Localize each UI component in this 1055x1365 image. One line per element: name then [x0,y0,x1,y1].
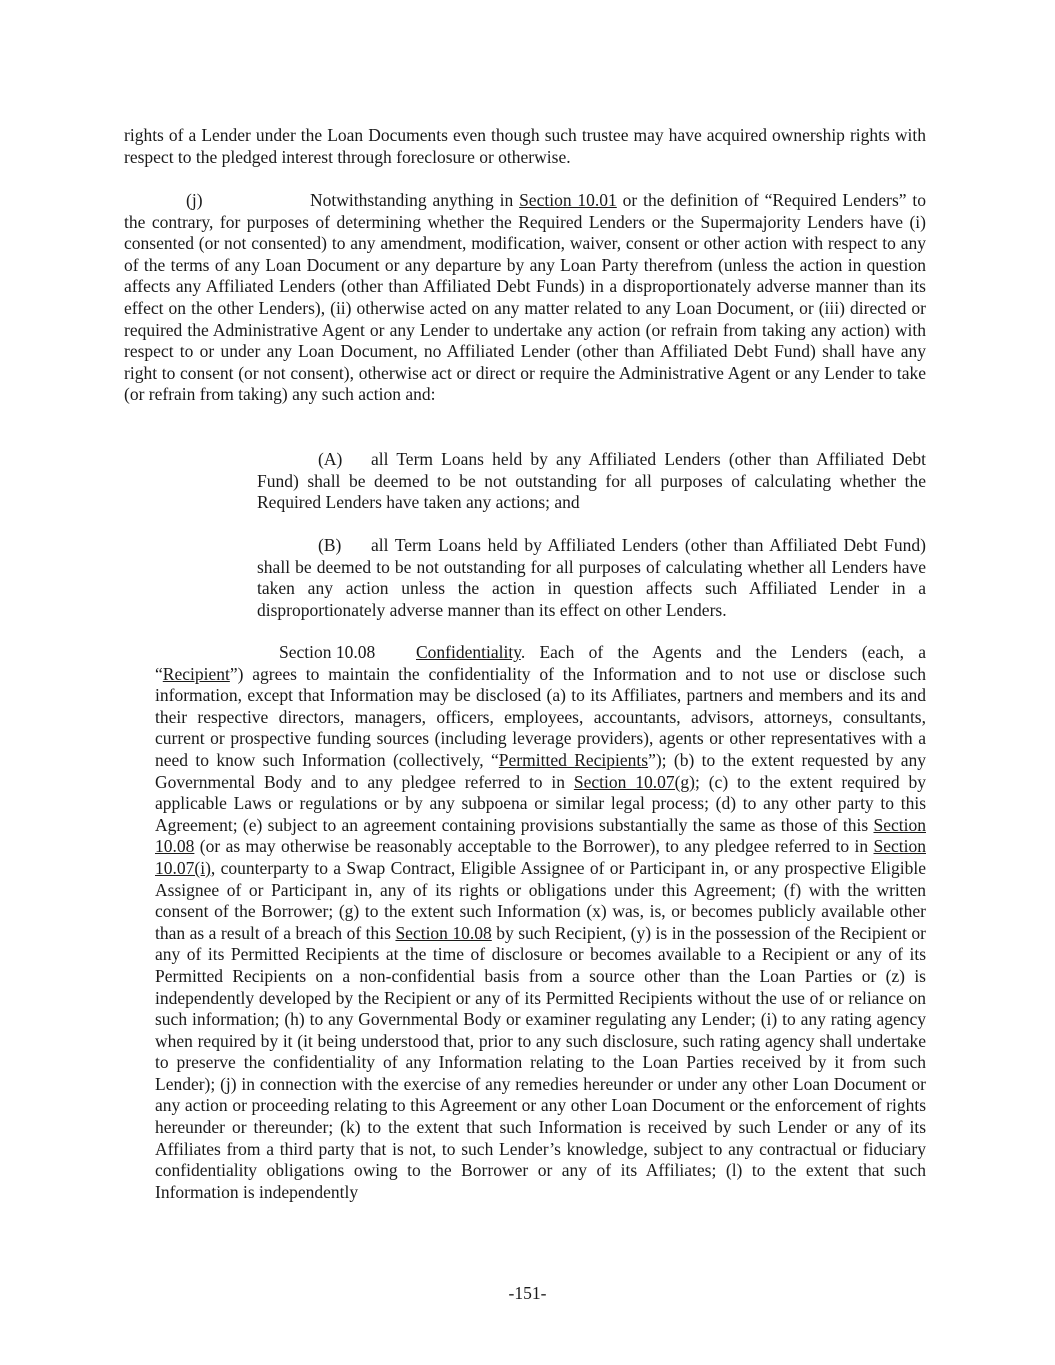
subparagraph-b [257,535,926,621]
subparagraph-a [257,449,926,514]
subparagraph-b-text: all Term Loans held by Affiliated Lenders (other than Affiliated Debt Fund) shall be deemed to be not outstanding for all purposes of calculating whether all Lenders have taken any action unless the action in question affects such Affiliated Lender in a disproportionately adverse manner than its effect on other Lenders. [257,535,926,620]
section-reference-10-01: Section 10.01 [519,190,617,210]
section-text-7: by such Recipient, (y) is in the possession of the Recipient or any of its Permitted Recipients at the time of disclosure or becomes available to a Recipient or any of its Permitted Recipients on a non-confidential basis from a source other than the Loan Parties or (z) is independently developed by the Recipient or any of its Permitted Recipients without the use of or reliance on such information; (h) to any Governmental Body or examiner regulating any Lender; (i) to any rating agency when required by it (it being understood that, prior to any such disclosure, such rating agency shall undertake to preserve the confidentiality of any Information relating to the Loan Parties received by it from such Lender); (j) in connection with the exercise of any remedies hereunder or under any other Loan Document or any action or proceeding relating to this Agreement or any other Loan Document or the enforcement of rights hereunder or thereunder; (k) to the extent that such Information is received by such Lender or any of its Affiliates from a third party that is not, to such Lender’s knowledge, subject to any contractual or fiduciary confidentiality obligations owing to the Borrower or any of its Affiliates; (l) to the extent that such Information is independently [155,922,926,1202]
section-10-08-paragraph [155,642,926,1203]
subparagraph-a-text: all Term Loans held by any Affiliated Lenders (other than Affiliated Debt Fund) shall be deemed to be not outstanding for all purposes of calculating whether the Required Lenders have taken any actions; and [257,449,926,513]
subparagraph-a-enum: (A) [318,449,343,469]
section-text-6: , counterparty to a Swap Contract, Eligible Assignee of or Participant in, or any prospective Eligible Assignee of or Participant in, any of its rights or obligations under this Agreement; (f) with the written consent of the Borrower; (g) to the extent such Information (x) was, is, or becomes publicly available other than as a result of a breach of this [155,857,926,943]
paragraph-j-text-2: or the definition of “Required Lenders” to the contrary, for purposes of determining whether the Required Lenders or the Supermajority Lenders have (i) consented (or not consented) to any amendment, modification, waiver, consent or other action with respect to any of the terms of any Loan Document or any departure by any Loan Party therefrom (unless the action in question affects any Affiliated Lenders (other than Affiliated Debt Funds) in a disproportionately adverse manner than its effect on the other Lenders), (ii) otherwise acted on any matter related to any Loan Document, or (iii) directed or required the Administrative Agent or any Lender to undertake any action (or refrain from taking any action) with respect to or under any Loan Document, no Affiliated Lender (other than Affiliated Debt Fund) shall have any right to consent (or not consent), otherwise act or direct or require the Administrative Agent or any Lender to take (or refrain from taking) any such action and: [124,190,926,405]
section-reference-10-08-b: Section 10.08 [395,922,492,943]
section-reference-10-07-i: Section 10.07(i) [155,836,926,878]
subparagraph-b-enum: (B) [318,535,342,555]
defined-term-permitted-recipients: Permitted Recipients [498,749,649,770]
paragraph-j-text-1: Notwithstanding anything in [310,190,520,210]
section-number: Section 10.08 [279,642,376,662]
section-text-1: . Each of the Agents and the Lenders (each, a “ [155,642,926,684]
continued-paragraph: rights of a Lender under the Loan Documents even though such trustee may have acquired ownership rights with respect to the pledged interest through foreclosure or otherwise. [124,125,926,167]
section-reference-10-08-a: Section 10.08 [155,814,926,857]
paragraph-j [124,190,926,406]
section-text-2: ”) agrees to maintain the confidentiality of the Information and to not use or disclose such information, except that Information may be disclosed (a) to its Affiliates, partners and members and its and their respective directors, managers, officers, employees, accountants, advisors, attorneys, consultants, current or prospective funding sources (including leverage providers), agents or other representatives with a need to know such Information (collectively, “ [155,663,926,770]
section-text-3: ”); (b) to the extent requested by any Governmental Body and to any pledgee referred to in [155,749,926,792]
defined-term-recipient: Recipient [162,663,230,684]
section-text-4: ; (c) to the extent required by applicable Laws or regulations or by any subpoena or similar legal process; (d) to any other party to this Agreement; (e) subject to an agreement containing provisions substantially the same as those of this [155,771,926,835]
paragraph-j-enum: (j) [186,190,203,210]
section-heading: Confidentiality [416,642,521,662]
section-reference-10-07-g: Section 10.07(g) [573,771,696,792]
section-text-5: (or as may otherwise be reasonably acceptable to the Borrower), to any pledgee referred to in [194,836,874,857]
page-number: -151- [508,1283,547,1303]
